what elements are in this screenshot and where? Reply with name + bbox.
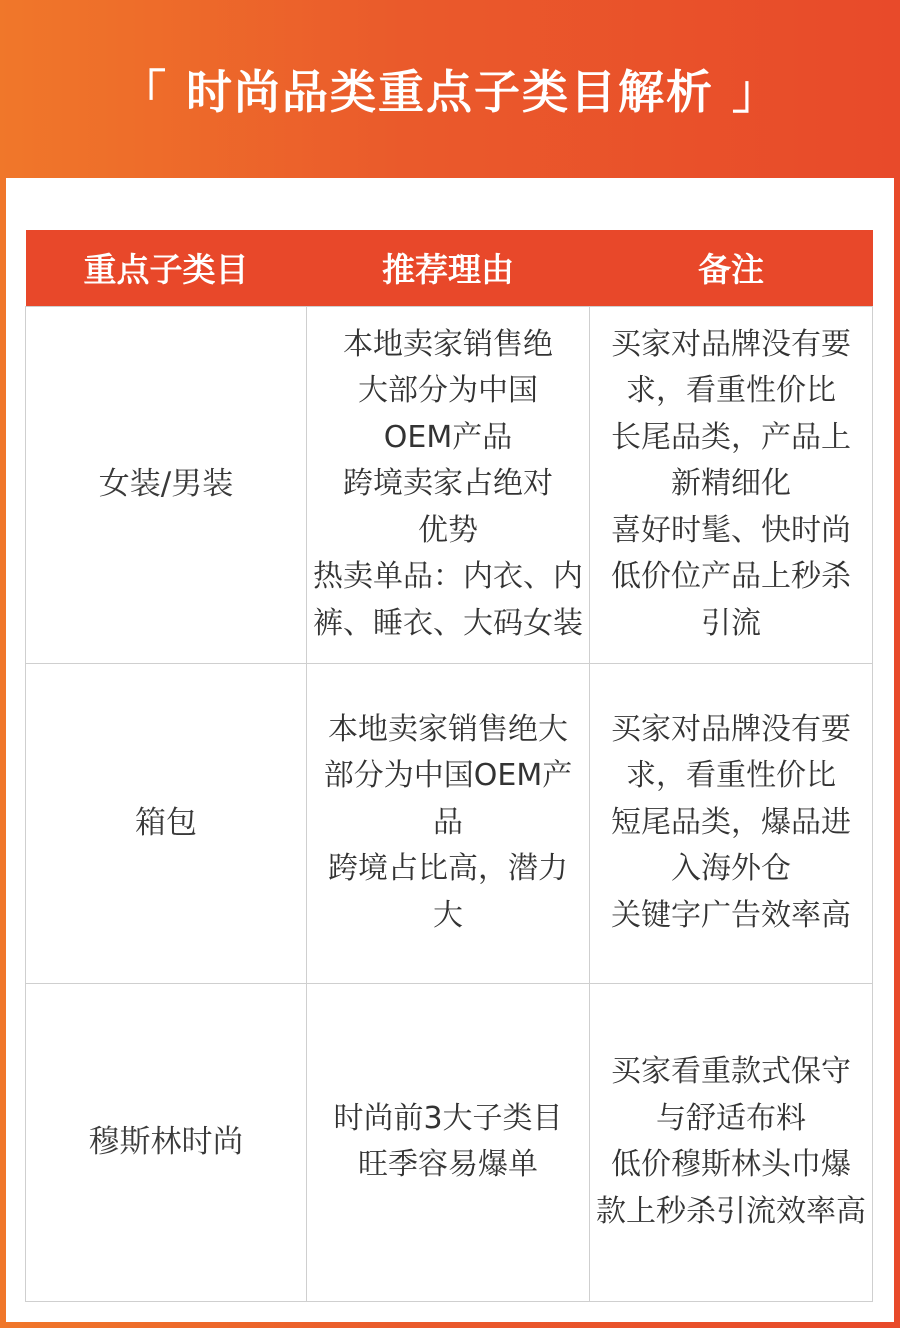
reason-line: 品 xyxy=(433,804,463,840)
table-row xyxy=(26,663,873,983)
reason-line: 大部分为中国 xyxy=(358,373,538,409)
reason-cell xyxy=(307,306,590,663)
note-line: 新精细化 xyxy=(671,466,791,502)
reason-line: 旺季容易爆单 xyxy=(358,1147,538,1182)
reason-line: OEM产品 xyxy=(383,419,513,455)
note-line: 买家对品牌没有要 xyxy=(611,326,851,362)
reason-line: 跨境卖家占绝对 xyxy=(343,466,553,502)
category-cell: 女装/男装 xyxy=(26,306,307,663)
note-line: 款上秒杀引流效率高 xyxy=(596,1193,866,1229)
reason-line: 热卖单品：内衣、内 xyxy=(313,559,583,595)
category-cell: 穆斯林时尚 xyxy=(26,983,307,1301)
reason-line: 跨境占比高，潜力 xyxy=(328,851,568,887)
note-cell xyxy=(590,306,873,663)
note-line: 短尾品类，爆品进 xyxy=(611,804,851,840)
reason-line: 优势 xyxy=(418,512,478,548)
note-line: 低价穆斯林头巾爆 xyxy=(611,1147,851,1182)
header-banner xyxy=(0,0,900,178)
note-line: 与舒适布料 xyxy=(656,1100,806,1136)
reason-line: 时尚前3大子类目 xyxy=(333,1100,563,1136)
reason-cell xyxy=(307,983,590,1301)
reason-cell xyxy=(307,663,590,983)
content-panel xyxy=(6,178,894,1322)
reason-line: 大 xyxy=(433,897,463,933)
note-cell xyxy=(590,663,873,983)
reason-line: 裤、睡衣、大码女装 xyxy=(313,605,583,641)
note-line: 买家对品牌没有要 xyxy=(611,711,851,747)
note-line: 求，看重性价比 xyxy=(626,373,836,409)
note-cell xyxy=(590,983,873,1301)
column-header-subcategory: 重点子类目 xyxy=(26,230,307,306)
page-title: 「 时尚品类重点子类目解析 」 xyxy=(119,65,781,119)
table-row xyxy=(26,306,873,663)
reason-line: 部分为中国OEM产 xyxy=(323,758,573,794)
note-line: 关键字广告效率高 xyxy=(611,897,851,933)
note-line: 买家看重款式保守 xyxy=(611,1054,851,1089)
column-header-reason: 推荐理由 xyxy=(307,230,590,306)
reason-line: 本地卖家销售绝大 xyxy=(328,711,568,747)
note-line: 喜好时髦、快时尚 xyxy=(611,512,851,548)
note-line: 入海外仓 xyxy=(671,851,791,887)
subcategory-table xyxy=(25,230,873,1302)
reason-line: 本地卖家销售绝 xyxy=(343,326,553,362)
note-line: 低价位产品上秒杀 xyxy=(611,559,851,595)
column-header-note: 备注 xyxy=(590,230,873,306)
note-line: 长尾品类，产品上 xyxy=(611,419,851,455)
note-line: 引流 xyxy=(701,605,761,641)
table-row xyxy=(26,983,873,1301)
table-header-row xyxy=(26,230,873,306)
note-line: 求，看重性价比 xyxy=(626,758,836,794)
category-cell: 箱包 xyxy=(26,663,307,983)
